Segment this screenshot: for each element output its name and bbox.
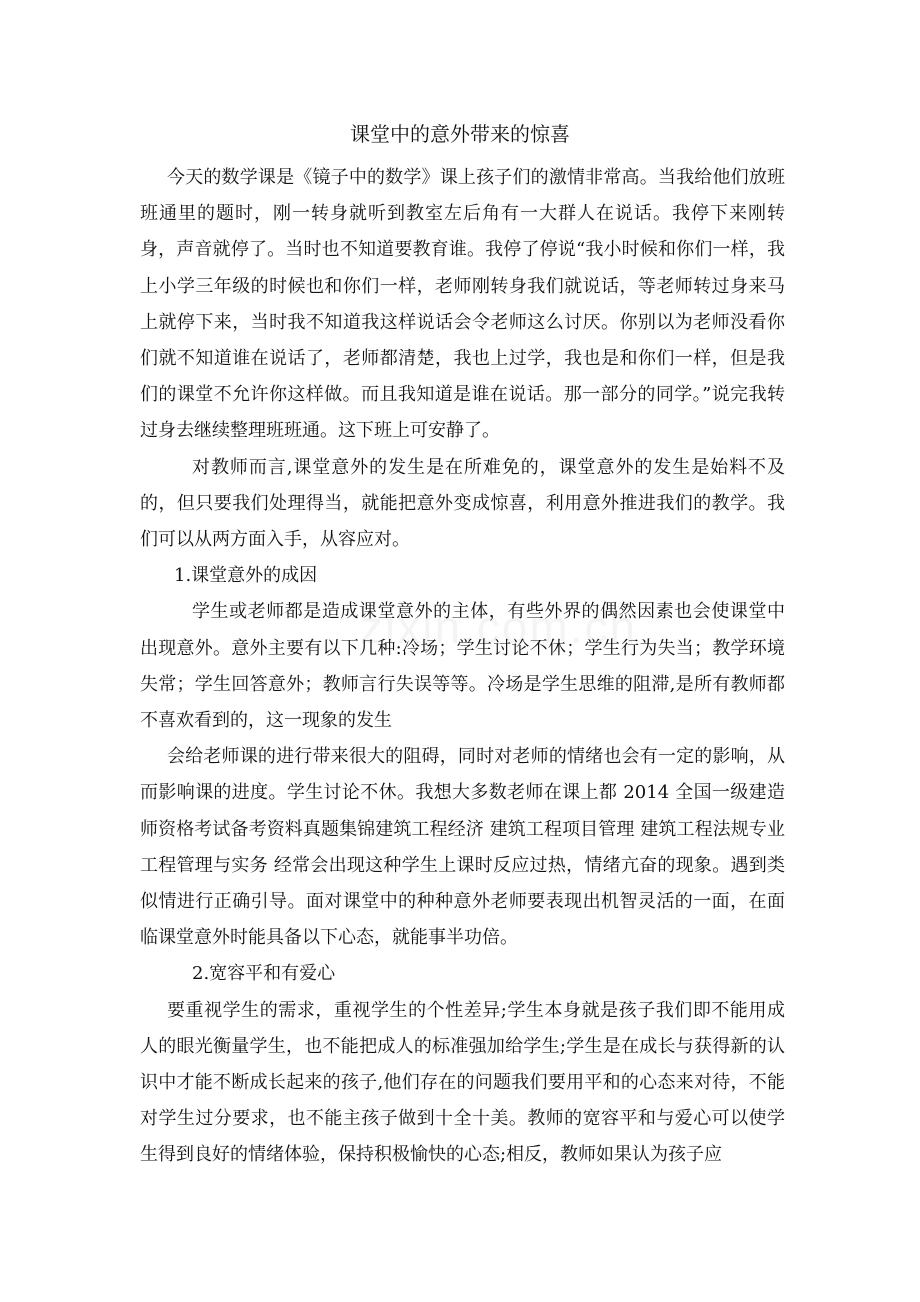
paragraph-3: 学生或老师都是造成课堂意外的主体，有些外界的偶然因素也会使课堂中出现意外。意外主要有以下几种:冷场；学生讨论不休；学生行为失当；教学环境失常；学生回答意外；教师言行失误等等。冷场是学生思维的阻滞,是所有教师都不喜欢看到的，这一现象的发生	[140, 601, 785, 732]
document-body	[140, 160, 785, 1174]
section-heading-1: 1.课堂意外的成因	[174, 565, 318, 587]
paragraph-1: 今天的数学课是《镜子中的数学》课上孩子们的激情非常高。当我给他们放班班通里的题时，刚一转身就听到教室左后角有一大群人在说话。我停下来刚转身，声音就停了。当时也不知道要教育谁。我停了停说“我小时候和你们一样，我上小学三年级的时候也和你们一样，老师刚转身我们就说话，等老师转过身来马上就停下来，当时我不知道我这样说话会令老师这么讨厌。你别以为老师没看你们就不知道谁在说话了，老师都清楚，我也上过学，我也是和你们一样，但是我们的课堂不允许你这样做。而且我知道是谁在说话。那一部分的同学。”说完我转过身去继续整理班班通。这下班上可安静了。	[140, 167, 785, 442]
section-heading-2: 2.宽容平和有爱心	[192, 963, 336, 985]
paragraph-4: 会给老师课的进行带来很大的阻碍，同时对老师的情绪也会有一定的影响，从而影响课的进度。学生讨论不休。我想大多数老师在课上都 2014 全国一级建造师资格考试备考资料真题集锦建筑工程经济 建筑工程项目管理 建筑工程法规专业工程管理与实务 经常会出现这种学生上课时反应过热，情绪亢奋的现象。遇到类似情进行正确引导。面对课堂中的种种意外老师要表现出机智灵活的一面，在面临课堂意外时能具备以下心态，就能事半功倍。	[140, 746, 785, 949]
document-title: 课堂中的意外带来的惊喜	[350, 122, 570, 146]
paragraph-2: 对教师而言,课堂意外的发生是在所难免的，课堂意外的发生是始料不及的，但只要我们处理得当，就能把意外变成惊喜，利用意外推进我们的教学。我们可以从两方面入手，从容应对。	[140, 456, 785, 551]
paragraph-5: 要重视学生的需求，重视学生的个性差异;学生本身就是孩子我们即不能用成人的眼光衡量学生，也不能把成人的标准强加给学生;学生是在成长与获得新的认识中才能不断成长起来的孩子,他们存在的问题我们要用平和的心态来对待，不能对学生过分要求，也不能主孩子做到十全十美。教师的宽容平和与爱心可以使学生得到良好的情绪体验，保持积极愉快的心态;相反，教师如果认为孩子应	[140, 999, 785, 1166]
